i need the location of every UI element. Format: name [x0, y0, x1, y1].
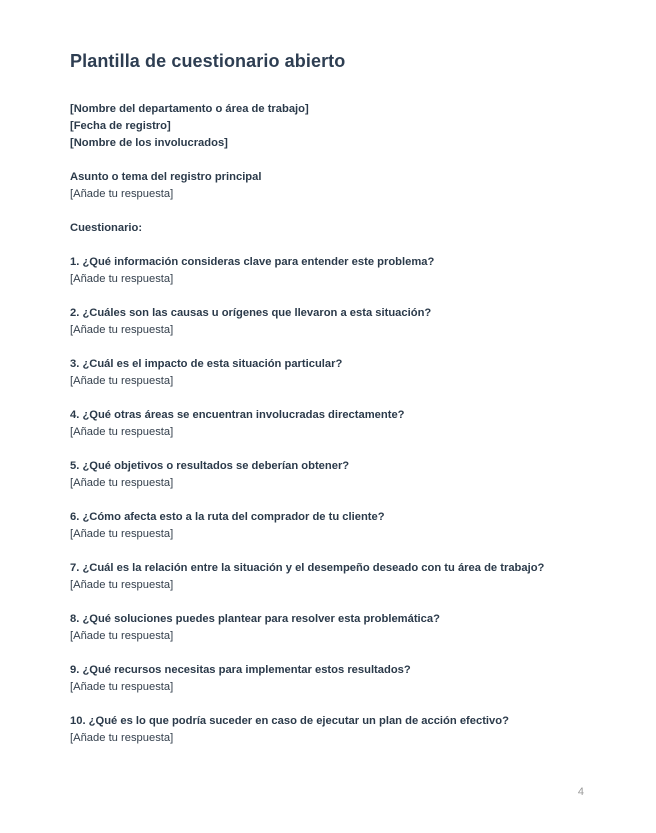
answer-9: [Añade tu respuesta]: [70, 681, 174, 693]
question-7: 7. ¿Cuál es la relación entre la situación y el desempeño deseado con tu área de trabajo?: [70, 562, 545, 574]
answer-3: [Añade tu respuesta]: [70, 375, 174, 387]
question-1: 1. ¿Qué información consideras clave para entender este problema?: [70, 256, 435, 268]
page-number: 4: [577, 786, 584, 798]
department-field: [Nombre del departamento o área de trabajo]: [70, 103, 309, 115]
answer-10: [Añade tu respuesta]: [70, 732, 174, 744]
participants-field: [Nombre de los involucrados]: [70, 137, 228, 149]
date-field: [Fecha de registro]: [70, 120, 171, 132]
question-2: 2. ¿Cuáles son las causas u orígenes que llevaron a esta situación?: [70, 307, 432, 319]
question-8: 8. ¿Qué soluciones puedes plantear para resolver esta problemática?: [70, 613, 440, 625]
question-9: 9. ¿Qué recursos necesitas para implementar estos resultados?: [70, 664, 411, 676]
answer-2: [Añade tu respuesta]: [70, 324, 174, 336]
questionnaire-label: Cuestionario:: [70, 222, 143, 234]
answer-6: [Añade tu respuesta]: [70, 528, 174, 540]
question-5: 5. ¿Qué objetivos o resultados se deberían obtener?: [70, 460, 350, 472]
page-title: Plantilla de cuestionario abierto: [70, 51, 346, 71]
question-3: 3. ¿Cuál es el impacto de esta situación particular?: [70, 358, 343, 370]
answer-7: [Añade tu respuesta]: [70, 579, 174, 591]
answer-4: [Añade tu respuesta]: [70, 426, 174, 438]
question-4: 4. ¿Qué otras áreas se encuentran involucradas directamente?: [70, 409, 405, 421]
document-body: [70, 101, 610, 747]
answer-5: [Añade tu respuesta]: [70, 477, 174, 489]
question-6: 6. ¿Cómo afecta esto a la ruta del comprador de tu cliente?: [70, 511, 385, 523]
answer-1: [Añade tu respuesta]: [70, 273, 174, 285]
answer-8: [Añade tu respuesta]: [70, 630, 174, 642]
subject-answer: [Añade tu respuesta]: [70, 188, 174, 200]
question-10: 10. ¿Qué es lo que podría suceder en caso de ejecutar un plan de acción efectivo?: [70, 715, 509, 727]
subject-label: Asunto o tema del registro principal: [70, 171, 262, 183]
